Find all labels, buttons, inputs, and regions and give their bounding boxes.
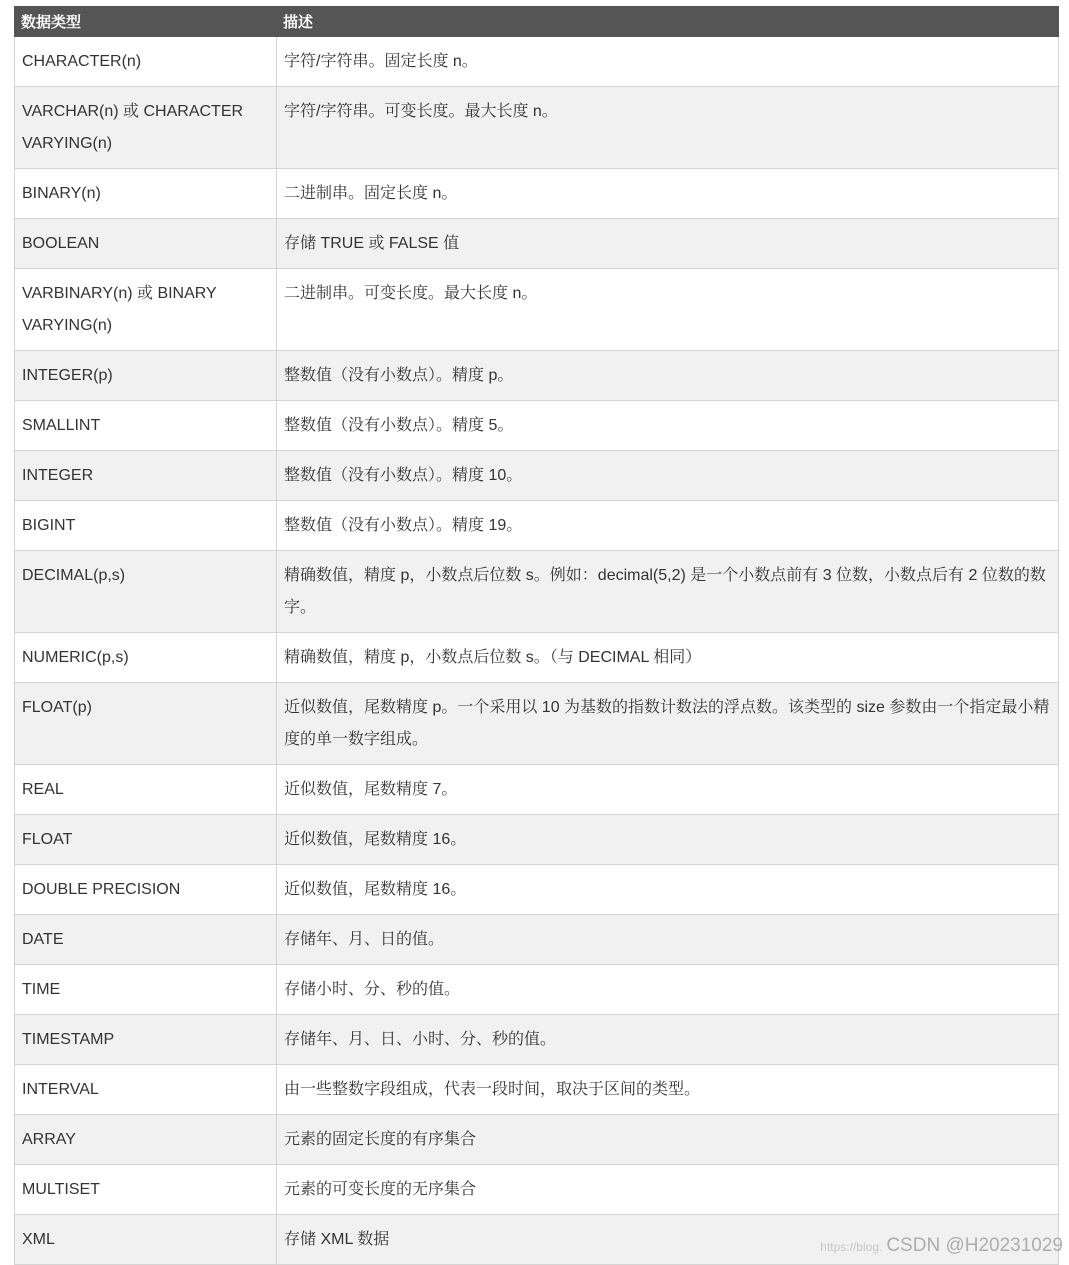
cell-description: 存储 TRUE 或 FALSE 值 [277, 219, 1059, 269]
cell-description: 整数值（没有小数点）。精度 19。 [277, 501, 1059, 551]
cell-description: 近似数值，尾数精度 16。 [277, 865, 1059, 915]
table-row [15, 169, 1059, 219]
cell-data-type: BIGINT [15, 501, 277, 551]
table-row [15, 269, 1059, 351]
cell-data-type: INTERVAL [15, 1065, 277, 1115]
cell-data-type: REAL [15, 765, 277, 815]
cell-description: 元素的可变长度的无序集合 [277, 1165, 1059, 1215]
cell-description: 存储 XML 数据 [277, 1215, 1059, 1265]
cell-description: 整数值（没有小数点）。精度 10。 [277, 451, 1059, 501]
cell-description: 二进制串。固定长度 n。 [277, 169, 1059, 219]
cell-data-type: TIMESTAMP [15, 1015, 277, 1065]
cell-data-type: DATE [15, 915, 277, 965]
cell-data-type: VARCHAR(n) 或 CHARACTER VARYING(n) [15, 87, 277, 169]
cell-description: 近似数值，尾数精度 16。 [277, 815, 1059, 865]
data-types-table [14, 6, 1059, 1265]
cell-data-type: ARRAY [15, 1115, 277, 1165]
cell-description: 近似数值，尾数精度 p。一个采用以 10 为基数的指数计数法的浮点数。该类型的 size 参数由一个指定最小精度的单一数字组成。 [277, 683, 1059, 765]
cell-description: 精确数值，精度 p，小数点后位数 s。（与 DECIMAL 相同） [277, 633, 1059, 683]
cell-description: 字符/字符串。可变长度。最大长度 n。 [277, 87, 1059, 169]
cell-data-type: MULTISET [15, 1165, 277, 1215]
table-row [15, 683, 1059, 765]
cell-data-type: BINARY(n) [15, 169, 277, 219]
table-row [15, 219, 1059, 269]
table-row [15, 401, 1059, 451]
table-row [15, 815, 1059, 865]
table-row [15, 451, 1059, 501]
table-row [15, 965, 1059, 1015]
watermark-url: https://blog. [820, 1240, 883, 1254]
cell-data-type: INTEGER(p) [15, 351, 277, 401]
cell-data-type: DOUBLE PRECISION [15, 865, 277, 915]
table-row [15, 915, 1059, 965]
header-row [15, 7, 1059, 37]
cell-description: 元素的固定长度的有序集合 [277, 1115, 1059, 1165]
cell-data-type: BOOLEAN [15, 219, 277, 269]
header-data-type: 数据类型 [15, 7, 277, 37]
table-row [15, 351, 1059, 401]
cell-description: 整数值（没有小数点）。精度 5。 [277, 401, 1059, 451]
table-header [15, 7, 1059, 37]
table-row [15, 87, 1059, 169]
table-row [15, 1165, 1059, 1215]
cell-data-type: DECIMAL(p,s) [15, 551, 277, 633]
cell-description: 字符/字符串。固定长度 n。 [277, 37, 1059, 87]
table-row [15, 37, 1059, 87]
cell-description: 近似数值，尾数精度 7。 [277, 765, 1059, 815]
cell-data-type: FLOAT [15, 815, 277, 865]
table-row [15, 865, 1059, 915]
header-description: 描述 [277, 7, 1059, 37]
table-row [15, 1065, 1059, 1115]
data-types-table-container [14, 6, 1058, 1265]
table-row [15, 551, 1059, 633]
watermark-text: CSDN @H20231029 [886, 1235, 1063, 1256]
cell-description: 存储小时、分、秒的值。 [277, 965, 1059, 1015]
cell-description: 二进制串。可变长度。最大长度 n。 [277, 269, 1059, 351]
cell-data-type: XML [15, 1215, 277, 1265]
csdn-watermark [820, 1235, 1063, 1257]
cell-data-type: INTEGER [15, 451, 277, 501]
cell-description: 存储年、月、日的值。 [277, 915, 1059, 965]
table-row [15, 1115, 1059, 1165]
table-row [15, 765, 1059, 815]
table-row [15, 1015, 1059, 1065]
cell-description: 整数值（没有小数点）。精度 p。 [277, 351, 1059, 401]
cell-data-type: VARBINARY(n) 或 BINARY VARYING(n) [15, 269, 277, 351]
cell-data-type: TIME [15, 965, 277, 1015]
cell-description: 精确数值，精度 p，小数点后位数 s。例如：decimal(5,2) 是一个小数点前有 3 位数，小数点后有 2 位数的数字。 [277, 551, 1059, 633]
table-row [15, 501, 1059, 551]
cell-data-type: SMALLINT [15, 401, 277, 451]
table-row [15, 633, 1059, 683]
cell-data-type: CHARACTER(n) [15, 37, 277, 87]
cell-description: 由一些整数字段组成，代表一段时间，取决于区间的类型。 [277, 1065, 1059, 1115]
cell-description: 存储年、月、日、小时、分、秒的值。 [277, 1015, 1059, 1065]
cell-data-type: FLOAT(p) [15, 683, 277, 765]
table-body [15, 37, 1059, 1265]
cell-data-type: NUMERIC(p,s) [15, 633, 277, 683]
